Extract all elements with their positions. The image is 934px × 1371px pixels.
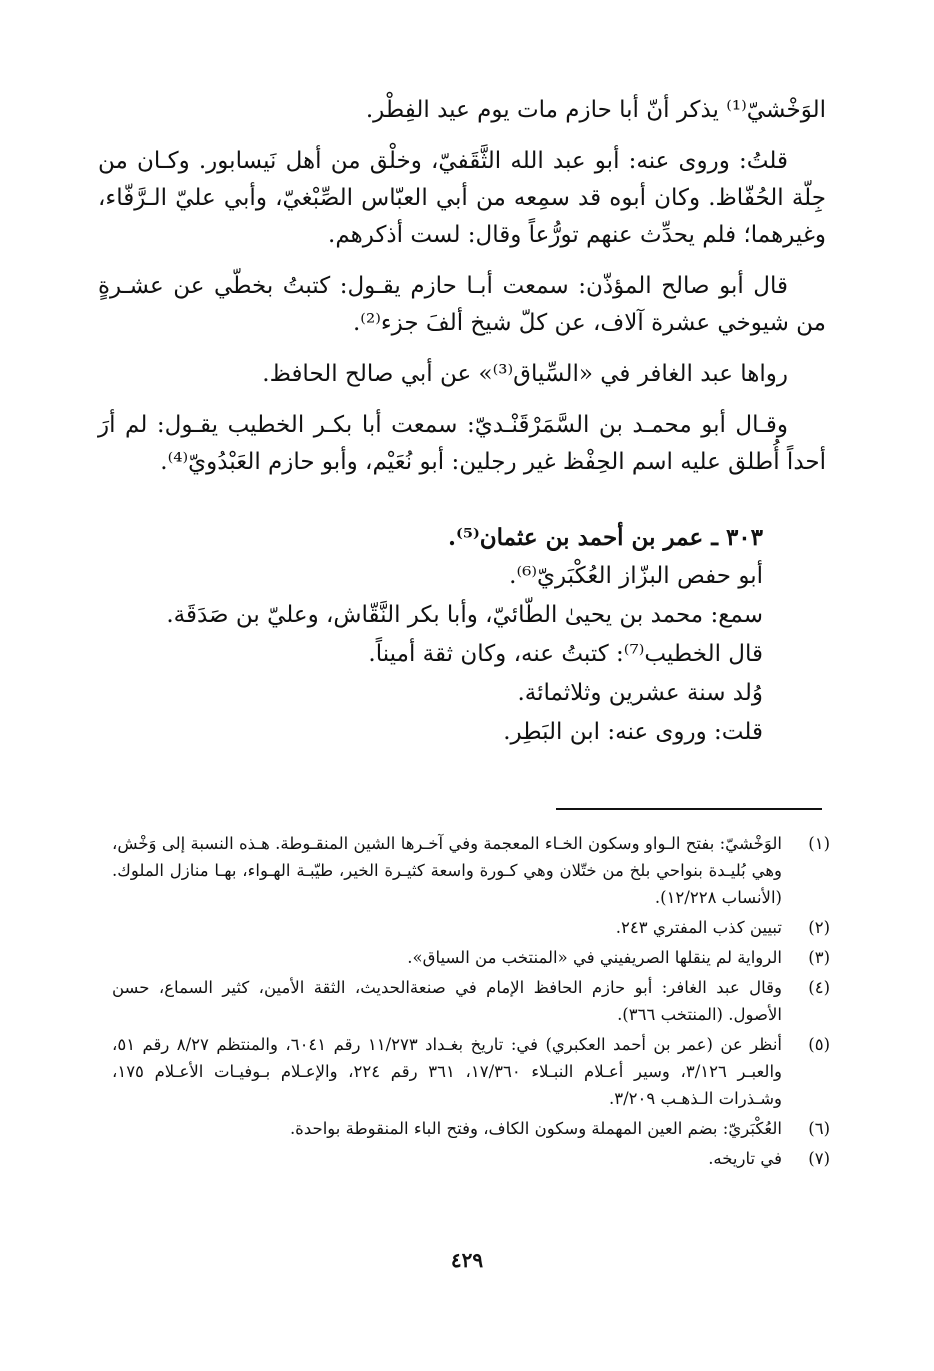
footnote-text: العُكْبَريّ: بضم العين المهملة وسكون الكاف، وفتح الباء المنقوطة بواحدة. [289,1119,782,1138]
page-number: ٤٢٩ [450,1248,484,1272]
footnote-text: الرواية لم ينقلها الصريفيني في «المنتخب من السياق». [407,948,782,967]
paragraph-1: الوَخْشيّ⁽¹⁾ يذكر أنّ أبا حازم مات يوم عيد الفِطْر. [365,97,826,123]
entry-title: ٣٠٣ ـ عمر بن أحمد بن عثمان⁽⁵⁾. [448,524,763,551]
footnotes [112,830,830,1175]
footnote-item [112,914,830,941]
paragraph-2: قلتُ: وروى عنه: أبو عبد الله الثَّقَفيّ، وخلْق من أهل نَيسابور. وكـان من جِلّة الحُفّاظ. وكان أبوه قد سمِعه من أبي العبّاس الصِّبْغيّ، وأبي عليّ الـرَّفّاء، وغيرهما؛ فلم يحدِّث عنهم تورُّعاً وقال: لست أذكرهم. [98,148,826,248]
footnote-text: الوَخْشيّ: بفتح الـواو وسكون الخـاء المعجمة وفي آخـرها الشين المنقـوطة. هـذه النسبة إلى وَخْش، وهي بُليـدة بنواحي بلخ من ختّلان وهي كـورة واسعة كثيـرة الخير، طيّبـة الهـواء، بهـا منازل الملوك. (الأنساب ١٢/٢٢٨). [112,834,782,907]
footnote-number: (٥) [808,1035,830,1054]
paragraph-4: رواها عبد الغافر في «السِّياق⁽³⁾» عن أبي صالح الحافظ. [262,361,788,387]
footnote-number: (٤) [808,978,830,997]
footnote-number: (٦) [808,1119,830,1138]
entry-line-kunya: أبو حفص البزّاز العُكْبَريّ⁽⁶⁾. [509,563,763,589]
entry-line-narrated: قلت: وروى عنه: ابن البَطِر. [503,719,763,745]
entry-line-khatib: قال الخطيب⁽⁷⁾: كتبتُ عنه، وكان ثقة أميناً. [368,641,763,667]
footnote-text: في تاريخه. [708,1149,782,1168]
paragraph-5: وقـال أبو محمـد بن السَّمَرْقَنْـديّ: سمعت أبا بكـر الخطيب يقـول: لم أرَ أحداً أُطلق عليه اسم الحِفْظ غير رجلين: أبو نُعَيْم، وأبو حازم العَبْدُويّ⁽⁴⁾. [98,412,826,475]
footnote-item [112,974,830,1028]
footnote-item [112,1115,830,1142]
footnote-item [112,1145,830,1172]
footnote-text: أنظر عن (عمر بن أحمد العكبري) في: تاريخ بغـداد ١١/٢٧٣ رقم ٦٠٤١، والمنتظم ٨/٢٧ رقم ٥١، والعبـر ٣/١٢٦، وسير أعـلام النبـلاء ١٧/٣٦٠، ٣٦١ رقم ٢٢٤، والإعـلام بـوفيـات الأعـلام ١٧٥، وشـذرات الـذهـب ٣/٢٠٩. [112,1035,783,1108]
footnote-number: (٢) [808,918,830,937]
footnote-number: (٣) [808,948,830,967]
footnote-item [112,1031,830,1112]
footnote-number: (١) [808,834,830,853]
footnote-text: وقال عبد الغافر: أبو حازم الحافظ الإمام في صنعةالحديث، الثقة الأمين، كثير السماع، حسن الأصول. (المنتخب ٣٦٦). [112,978,782,1024]
entry-line-born: وُلد سنة عشرين وثلاثمائة. [517,680,763,706]
footnote-text: تبيين كذب المفتري ٢٤٣. [615,918,782,937]
biography-entry [98,518,763,752]
footnote-divider [556,808,822,810]
footnote-item [112,830,830,911]
entry-line-heard: سمع: محمد بن يحيىٰ الطّائيّ، وأبا بكر النَّقّاش، وعليّ بن صَدَقَة. [166,602,763,628]
paragraph-3: قال أبو صالح المؤذّن: سمعت أبـا حازم يقـول: كتبتُ بخطّي عن عشـرةٍ من شيوخي عشرة آلاف، عن كلّ شيخ ألفَ جزء⁽²⁾. [98,273,826,336]
footnote-number: (٧) [808,1149,830,1168]
main-text [98,92,826,495]
footnote-item [112,944,830,971]
